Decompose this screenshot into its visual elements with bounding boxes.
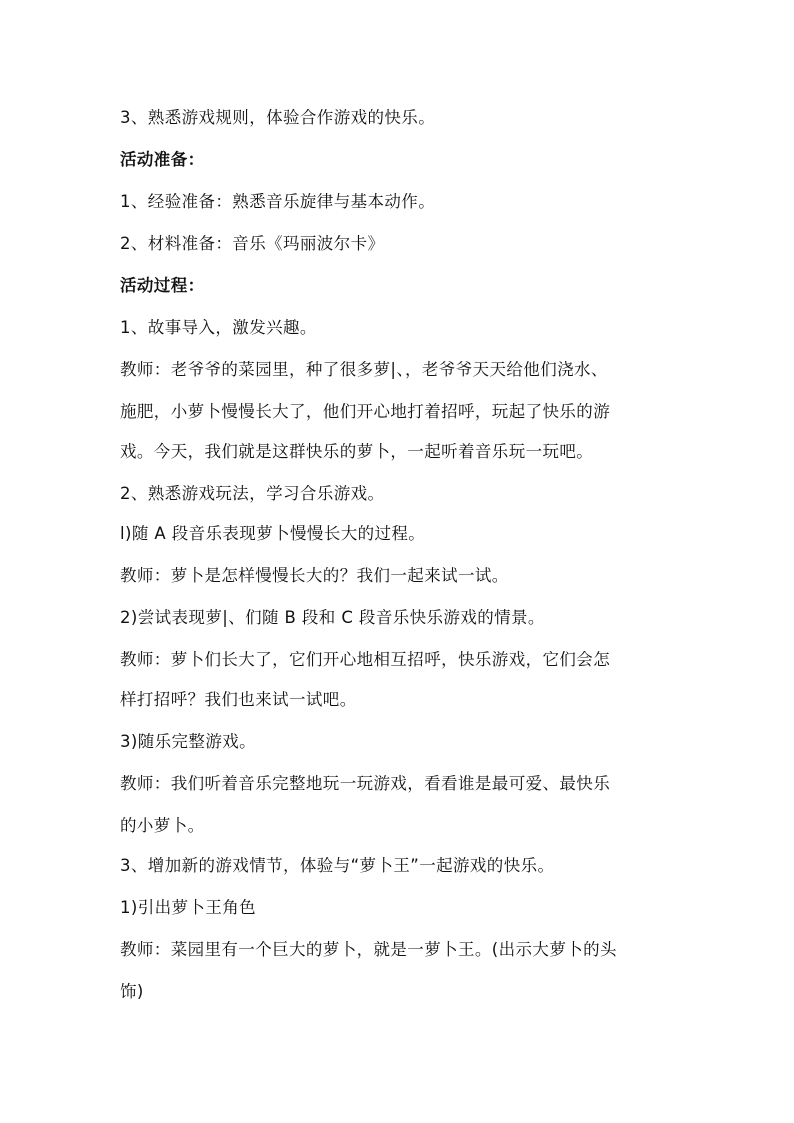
text-line: 教师：我们听着音乐完整地玩一玩游戏，看看谁是最可爱、最快乐 [120, 774, 611, 793]
section-heading: 活动准备： [120, 150, 205, 169]
text-line: 2、材料准备：音乐《玛丽波尔卡》 [120, 234, 385, 253]
text-line: 的小萝卜。 [120, 816, 205, 835]
text-line: 2、熟悉游戏玩法，学习合乐游戏。 [120, 484, 385, 503]
text-line: 施肥，小萝卜慢慢长大了，他们开心地打着招呼，玩起了快乐的游 [120, 402, 611, 421]
text-line: 3、熟悉游戏规则，体验合作游戏的快乐。 [120, 108, 436, 127]
section-heading: 活动过程： [120, 276, 205, 295]
text-line: 教师：萝卜们长大了，它们开心地相互招呼，快乐游戏，它们会怎 [120, 650, 611, 669]
text-line: 饰) [120, 982, 144, 1001]
text-line: 3)随乐完整游戏。 [120, 732, 257, 751]
text-line: 1、故事导入，激发兴趣。 [120, 318, 317, 337]
text-line: 3、增加新的游戏情节，体验与“萝卜王”一起游戏的快乐。 [120, 856, 555, 875]
text-line: 教师：菜园里有一个巨大的萝卜，就是一萝卜王。(出示大萝卜的头 [120, 940, 617, 959]
text-line: 2)尝试表现萝|、们随 B 段和 C 段音乐快乐游戏的情景。 [120, 608, 545, 627]
text-line: 教师：老爷爷的菜园里，种了很多萝|、，老爷爷天天给他们浇水、 [120, 360, 608, 379]
text-line: 1、经验准备：熟悉音乐旋律与基本动作。 [120, 192, 436, 211]
text-line: 戏。今天，我们就是这群快乐的萝卜，一起听着音乐玩一玩吧。 [120, 442, 594, 461]
text-line: l)随 A 段音乐表现萝卜慢慢长大的过程。 [120, 524, 426, 543]
text-line: 1)引出萝卜王角色 [120, 898, 257, 917]
text-line: 教师：萝卜是怎样慢慢长大的？我们一起来试一试。 [120, 566, 509, 585]
text-line: 样打招呼？我们也来试一试吧。 [120, 690, 357, 709]
